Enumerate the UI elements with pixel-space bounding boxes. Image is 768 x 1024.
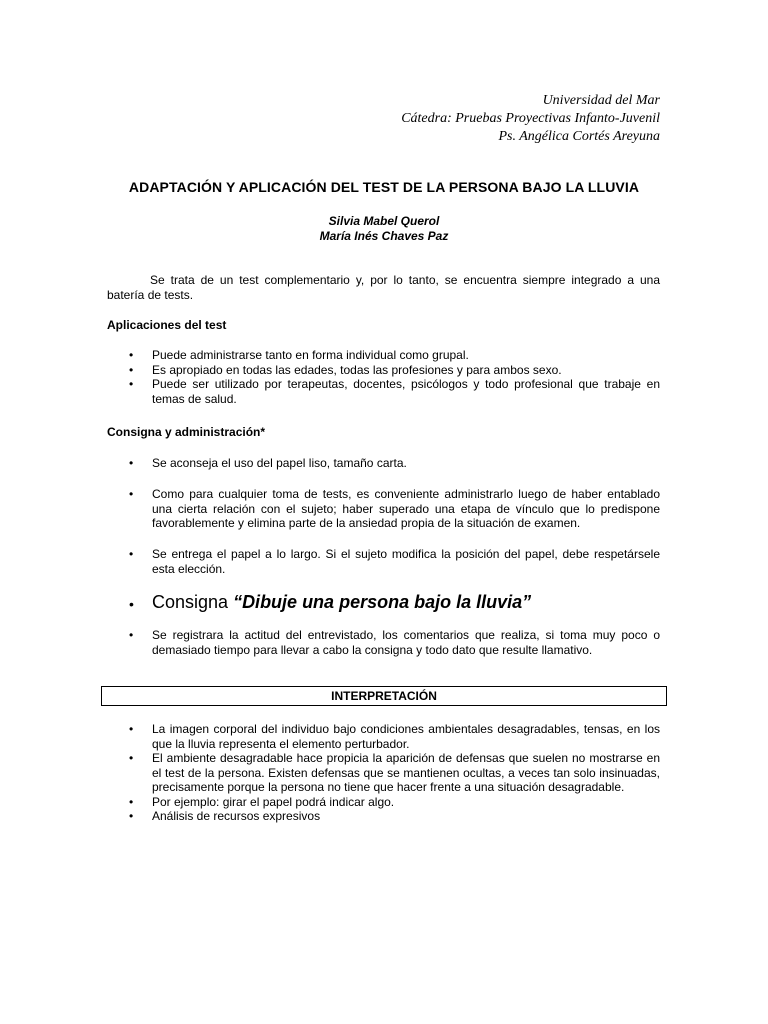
aplicaciones-list	[107, 348, 660, 406]
consigna-list-3	[107, 547, 660, 576]
list-item: • Como para cualquier toma de tests, es conveniente administrarlo luego de haber entablado una cierta relación con el sujeto; haber superado una etapa de vínculo que lo predispone favorablemente y elimina parte de la ansiedad propia de la situación de examen.	[107, 487, 660, 531]
list-item: • Por ejemplo: girar el papel podrá indicar algo.	[107, 795, 660, 810]
professor-name: Ps. Angélica Cortés Areyuna	[498, 129, 660, 144]
course-name: Cátedra: Pruebas Proyectivas Infanto-Juvenil	[401, 111, 660, 126]
document-title: ADAPTACIÓN Y APLICACIÓN DEL TEST DE LA PERSONA BAJO LA LLUVIA	[128, 179, 640, 195]
institution-header	[401, 92, 660, 146]
consigna-list-1	[107, 456, 660, 471]
heading-aplicaciones: Aplicaciones del test	[107, 318, 227, 332]
list-item-consigna	[107, 591, 660, 613]
heading-consigna: Consigna y administración*	[107, 425, 266, 439]
list-item: • Es apropiado en todas las edades, todas las profesiones y para ambos sexo.	[107, 363, 660, 378]
list-item: • Puede ser utilizado por terapeutas, docentes, psicólogos y todo profesional que trabaje en temas de salud.	[107, 377, 660, 406]
author-2: María Inés Chaves Paz	[319, 229, 449, 243]
interpretacion-heading-box: INTERPRETACIÓN	[101, 686, 667, 706]
list-item: • Se entrega el papel a lo largo. Si el sujeto modifica la posición del papel, debe respetársele esta elección.	[107, 547, 660, 576]
list-item: • Puede administrarse tanto en forma individual como grupal.	[107, 348, 660, 363]
university-name: Universidad del Mar	[542, 93, 660, 108]
intro-paragraph: Se trata de un test complementario y, por lo tanto, se encuentra siempre integrado a una batería de tests.	[107, 273, 660, 302]
authors	[0, 214, 768, 244]
list-item: • La imagen corporal del individuo bajo condiciones ambientales desagradables, tensas, en los que la lluvia representa el elemento perturbador.	[107, 722, 660, 751]
list-item: • Se aconseja el uso del papel liso, tamaño carta.	[107, 456, 660, 471]
author-1: Silvia Mabel Querol	[328, 214, 440, 228]
list-item: • Se registrara la actitud del entrevistado, los comentarios que realiza, si toma muy poco o demasiado tiempo para llevar a cabo la consigna y todo dato que resulte llamativo.	[107, 628, 660, 657]
interpretacion-list	[107, 722, 660, 824]
consigna-prefix: Consigna	[152, 592, 234, 612]
list-item: • Análisis de recursos expresivos	[107, 809, 660, 824]
consigna-list-2	[107, 487, 660, 531]
list-item: • El ambiente desagradable hace propicia la aparición de defensas que suelen no mostrarse en el test de la persona. Existen defensas que se mantienen ocultas, a veces tan solo insinuadas, precisamente porque la persona no tiene que hacer frente a una situación desagradable.	[107, 751, 660, 795]
consigna-quote: “Dibuje una persona bajo la lluvia”	[233, 592, 532, 612]
consigna-list-4	[107, 591, 660, 613]
consigna-list-5	[107, 628, 660, 657]
